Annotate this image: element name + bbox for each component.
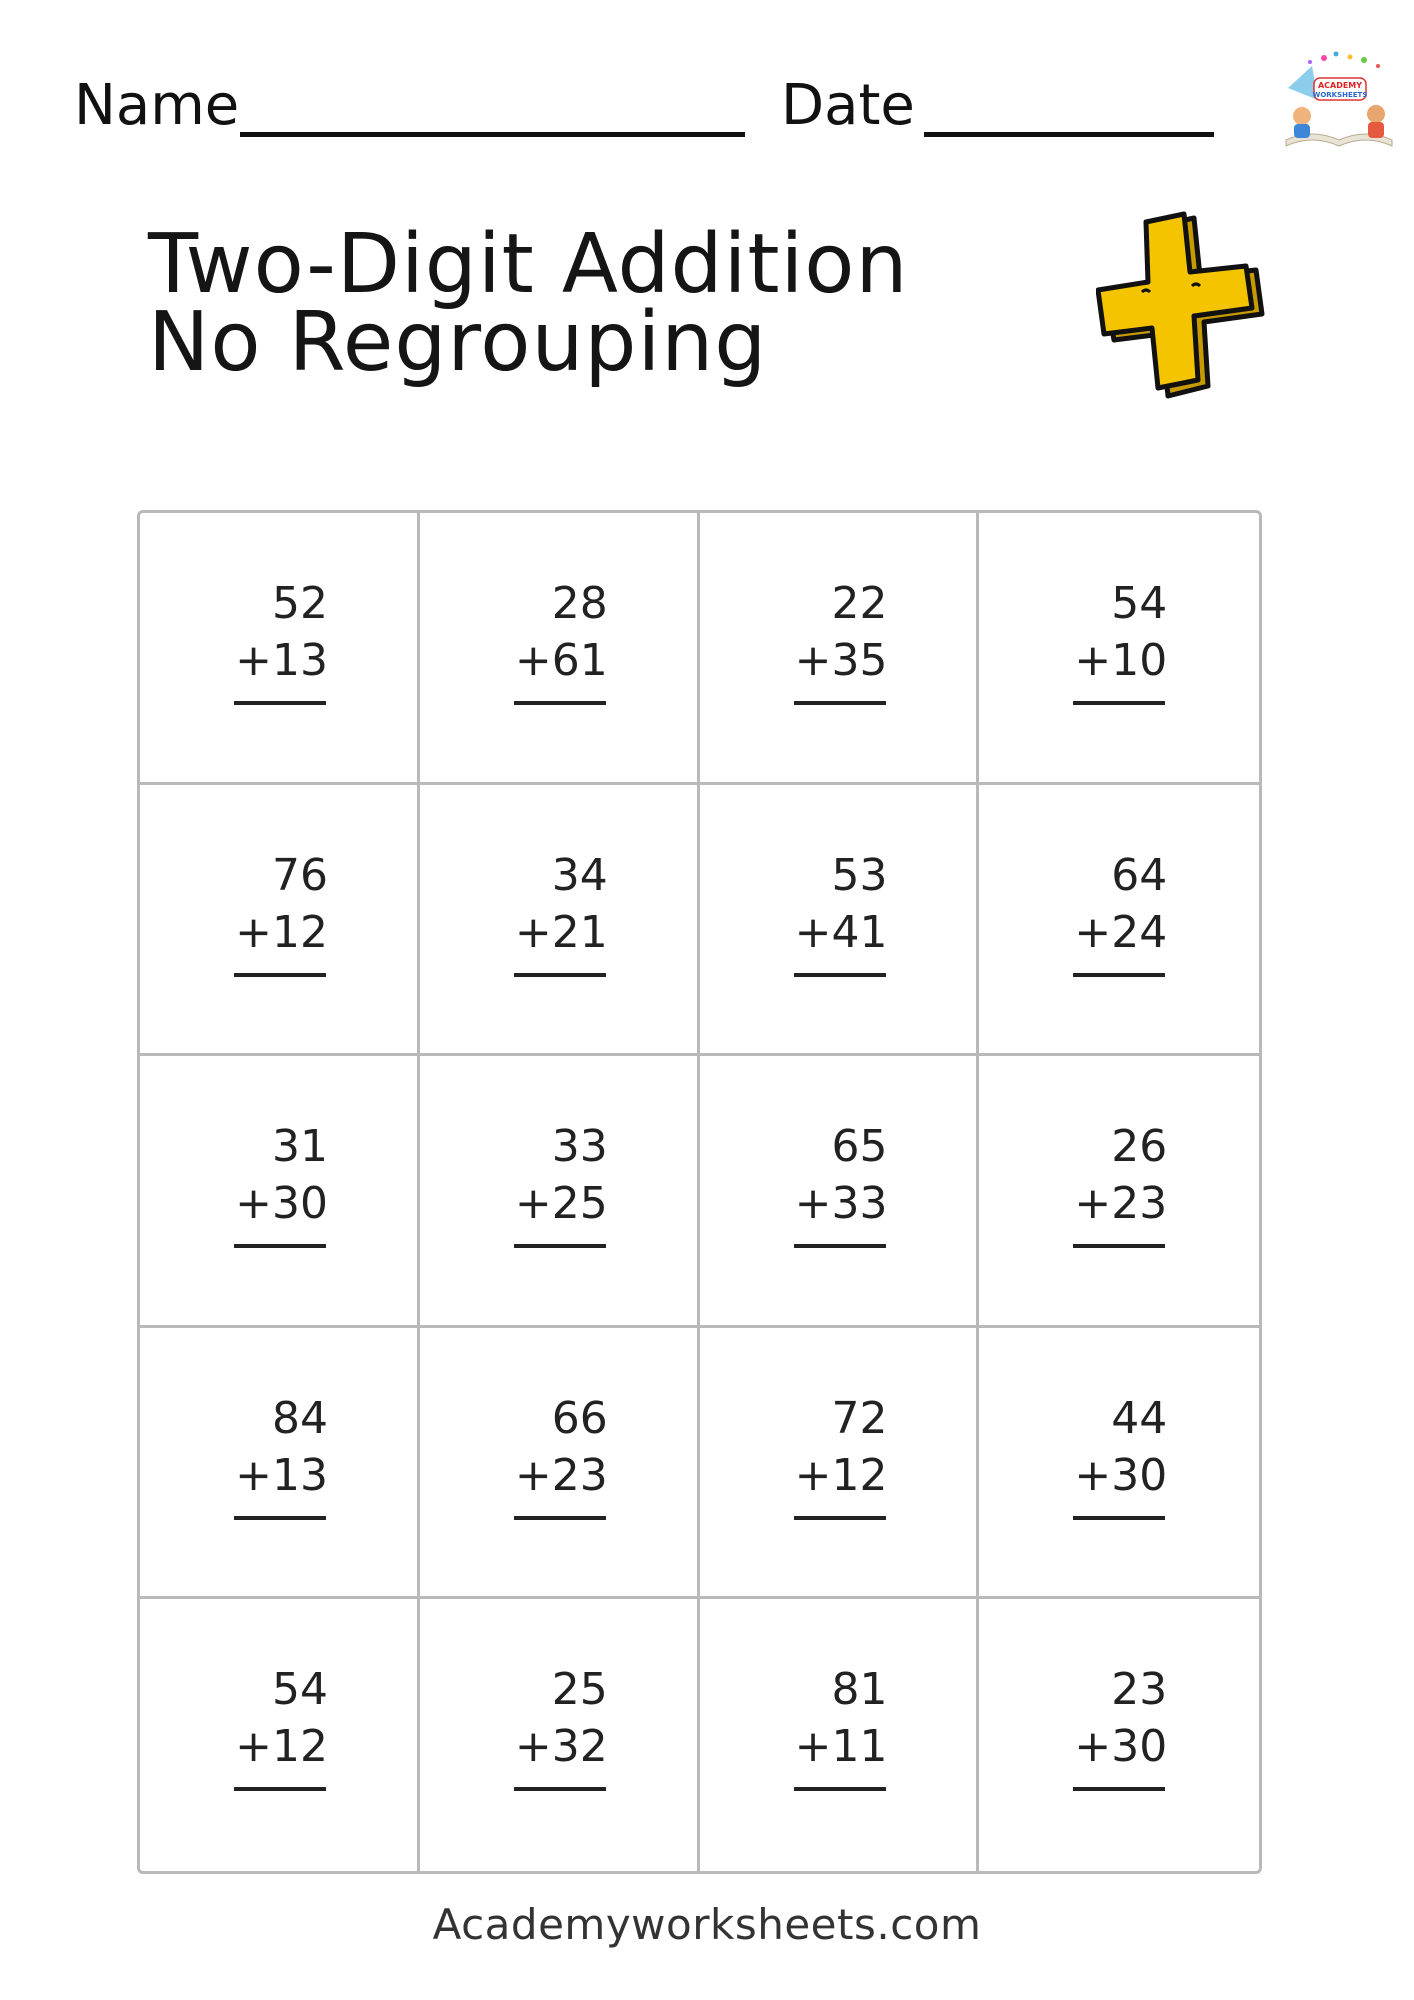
problem-cell bbox=[140, 1599, 420, 1871]
addition-problem bbox=[1073, 575, 1167, 689]
answer-line[interactable] bbox=[794, 1516, 886, 1520]
problem-cell bbox=[140, 513, 420, 785]
problem-cell bbox=[700, 1328, 980, 1600]
addition-problem bbox=[234, 847, 328, 961]
addend-top: 52 bbox=[272, 578, 328, 629]
problem-cell bbox=[979, 513, 1259, 785]
addition-problem bbox=[514, 847, 608, 961]
problem-cell bbox=[979, 785, 1259, 1057]
logo-text-academy: ACADEMY bbox=[1317, 81, 1363, 90]
addend-top: 31 bbox=[272, 1121, 328, 1173]
problem-grid bbox=[137, 510, 1262, 1874]
addend-bottom: +13 bbox=[235, 635, 328, 686]
name-label: Name bbox=[74, 73, 240, 138]
addend-bottom: +25 bbox=[514, 1178, 608, 1230]
addition-problem bbox=[794, 1390, 888, 1504]
addend-top: 54 bbox=[272, 1664, 328, 1716]
answer-line[interactable] bbox=[234, 701, 326, 705]
addend-bottom: +10 bbox=[1074, 635, 1168, 686]
addend-top: 76 bbox=[272, 849, 328, 901]
answer-line[interactable] bbox=[514, 1516, 606, 1520]
addend-bottom: +13 bbox=[235, 1449, 328, 1501]
addend-top: 65 bbox=[831, 1121, 888, 1173]
answer-line[interactable] bbox=[1073, 973, 1165, 977]
addition-problem bbox=[794, 1118, 888, 1232]
problem-cell bbox=[979, 1599, 1259, 1871]
addition-problem bbox=[234, 1661, 328, 1775]
addend-top: 33 bbox=[551, 1121, 608, 1173]
addition-problem bbox=[794, 847, 888, 961]
answer-line[interactable] bbox=[1073, 701, 1165, 705]
problem-cell bbox=[420, 1056, 700, 1328]
addition-problem bbox=[514, 1390, 608, 1504]
addend-bottom: +30 bbox=[1074, 1449, 1168, 1501]
addend-bottom: +41 bbox=[794, 906, 888, 958]
problem-cell bbox=[979, 1056, 1259, 1328]
addition-problem bbox=[1073, 1118, 1167, 1232]
addend-top: 44 bbox=[1111, 1392, 1168, 1444]
addend-bottom: +33 bbox=[794, 1178, 888, 1230]
answer-line[interactable] bbox=[514, 1787, 606, 1791]
addition-problem bbox=[794, 1661, 888, 1775]
addend-bottom: +24 bbox=[1074, 906, 1168, 958]
addend-bottom: +21 bbox=[514, 906, 608, 958]
answer-line[interactable] bbox=[1073, 1244, 1165, 1248]
addition-problem bbox=[234, 1118, 328, 1232]
date-label: Date bbox=[781, 73, 915, 138]
problem-cell bbox=[420, 1328, 700, 1600]
problem-cell bbox=[140, 1328, 420, 1600]
answer-line[interactable] bbox=[234, 1516, 326, 1520]
addend-bottom: +61 bbox=[514, 635, 608, 686]
answer-line[interactable] bbox=[1073, 1787, 1165, 1791]
answer-line[interactable] bbox=[234, 1787, 326, 1791]
answer-line[interactable] bbox=[1073, 1516, 1165, 1520]
logo-text-worksheets: WORKSHEETS bbox=[1312, 91, 1368, 99]
date-field[interactable] bbox=[924, 132, 1214, 137]
addend-bottom: +23 bbox=[1074, 1178, 1168, 1230]
page-title: Two-Digit Addition No Regrouping bbox=[148, 217, 909, 390]
addend-bottom: +35 bbox=[794, 635, 888, 686]
addition-problem bbox=[514, 575, 608, 689]
addend-bottom: +30 bbox=[1074, 1721, 1168, 1773]
addend-top: 84 bbox=[272, 1392, 328, 1444]
problem-cell bbox=[420, 785, 700, 1057]
addend-bottom: +12 bbox=[235, 1721, 328, 1773]
addend-top: 64 bbox=[1111, 849, 1168, 901]
addition-problem bbox=[794, 575, 888, 689]
addend-bottom: +12 bbox=[794, 1449, 888, 1501]
answer-line[interactable] bbox=[514, 701, 606, 705]
problem-cell bbox=[140, 1056, 420, 1328]
addend-top: 25 bbox=[551, 1664, 608, 1716]
addend-top: 26 bbox=[1111, 1121, 1168, 1173]
footer-website: Academyworksheets.com bbox=[432, 1900, 982, 1949]
addend-top: 23 bbox=[1111, 1664, 1168, 1716]
addend-top: 34 bbox=[551, 849, 608, 901]
addend-top: 53 bbox=[831, 849, 888, 901]
addend-top: 72 bbox=[831, 1392, 888, 1444]
problem-cell bbox=[140, 785, 420, 1057]
addend-bottom: +30 bbox=[235, 1178, 328, 1230]
name-field[interactable] bbox=[240, 132, 745, 137]
answer-line[interactable] bbox=[514, 973, 606, 977]
answer-line[interactable] bbox=[514, 1244, 606, 1248]
addend-top: 54 bbox=[1111, 578, 1168, 629]
addition-problem bbox=[1073, 847, 1167, 961]
answer-line[interactable] bbox=[794, 1787, 886, 1791]
answer-line[interactable] bbox=[234, 973, 326, 977]
addend-top: 28 bbox=[551, 578, 608, 629]
addend-bottom: +12 bbox=[235, 906, 328, 958]
addend-bottom: +11 bbox=[794, 1721, 888, 1773]
addend-top: 22 bbox=[831, 578, 888, 629]
academy-worksheets-logo bbox=[1278, 48, 1400, 158]
problem-cell bbox=[700, 1599, 980, 1871]
addition-problem bbox=[234, 1390, 328, 1504]
addition-problem bbox=[514, 1118, 608, 1232]
addend-bottom: +23 bbox=[514, 1449, 608, 1501]
addend-top: 81 bbox=[831, 1664, 888, 1716]
problem-cell bbox=[700, 513, 980, 785]
problem-cell bbox=[700, 1056, 980, 1328]
addend-top: 66 bbox=[551, 1392, 608, 1444]
answer-line[interactable] bbox=[234, 1244, 326, 1248]
problem-cell bbox=[979, 1328, 1259, 1600]
plus-sign-icon bbox=[1096, 210, 1276, 410]
answer-line[interactable] bbox=[794, 701, 886, 705]
problem-cell bbox=[420, 513, 700, 785]
addition-problem bbox=[514, 1661, 608, 1775]
addition-problem bbox=[1073, 1661, 1167, 1775]
problem-cell bbox=[700, 785, 980, 1057]
answer-line[interactable] bbox=[794, 1244, 886, 1248]
addition-problem bbox=[1073, 1390, 1167, 1504]
addend-bottom: +32 bbox=[514, 1721, 608, 1773]
problem-cell bbox=[420, 1599, 700, 1871]
header bbox=[0, 0, 1414, 160]
addition-problem bbox=[234, 575, 328, 689]
answer-line[interactable] bbox=[794, 973, 886, 977]
